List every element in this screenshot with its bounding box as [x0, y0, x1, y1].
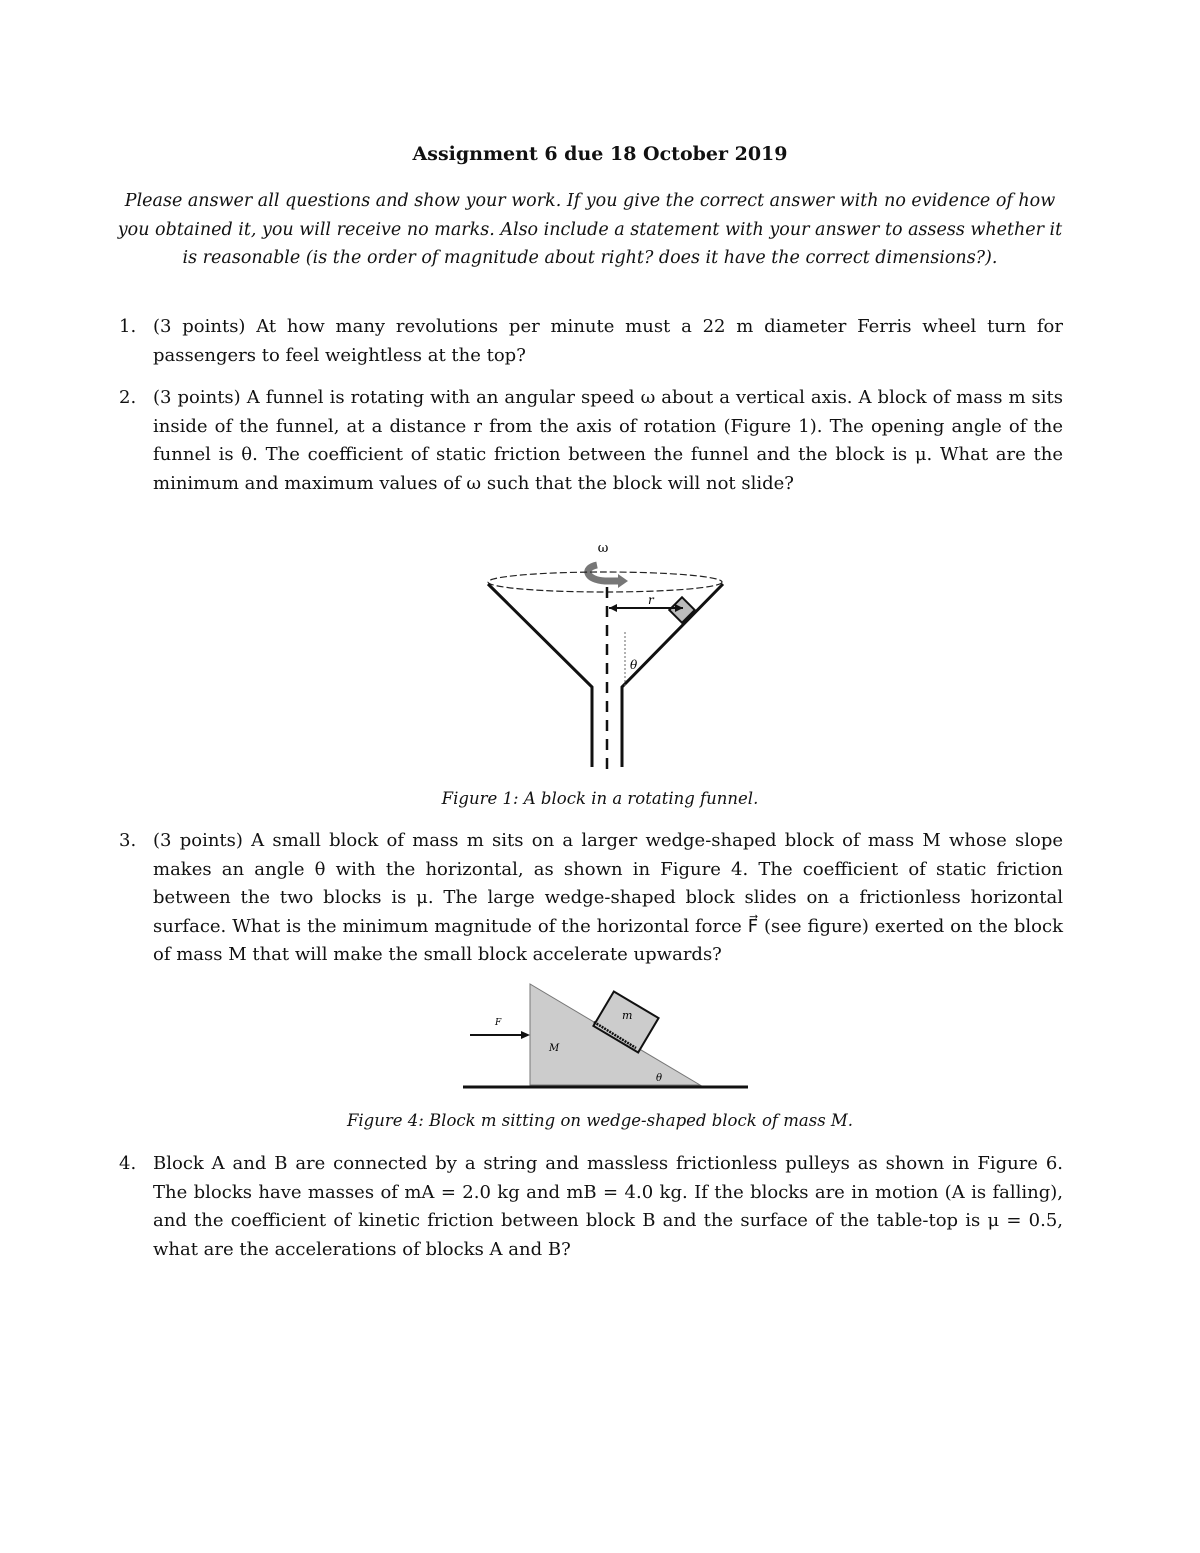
- funnel-figure: [470, 535, 740, 770]
- theta-label: θ: [630, 658, 638, 672]
- mass-M-label: M: [549, 1043, 560, 1054]
- question-2: [119, 384, 1063, 498]
- question-text: (3 points) At how many revolutions per minute must a 22 m diameter Ferris wheel turn for passengers to feel weightless at the top?: [153, 316, 1063, 366]
- mass-m-label: m: [622, 1009, 633, 1022]
- question-number: 2.: [119, 387, 137, 408]
- funnel-left-wall: [488, 584, 592, 767]
- question-number: 1.: [119, 316, 137, 337]
- question-text: Block A and B are connected by a string and massless frictionless pulleys as shown in Figure 6. The blocks have masses of mA = 2.0 kg and mB = 4.0 kg. If the blocks are in motion (A is falling), and the coefficient of kinetic friction between block B and the surface of the table-top is μ = 0.5, what are the accelerations of blocks A and B?: [153, 1153, 1063, 1260]
- wedge-figure: [460, 982, 752, 1094]
- question-1: [119, 313, 1063, 370]
- figure-1-caption: Figure 1: A block in a rotating funnel.: [441, 789, 759, 808]
- instructions-paragraph: Please answer all questions and show your work. If you give the correct answer with no evidence of how you obtained it, you will receive no marks. Also include a statement with your answer to assess whether it is reasonable (is the order of magnitude about right? does it have the correct dimensions?).: [117, 191, 1063, 268]
- figure-4-caption: Figure 4: Block m sitting on wedge-shaped block of mass M.: [346, 1111, 854, 1130]
- question-number: 4.: [119, 1153, 137, 1174]
- question-number: 3.: [119, 830, 137, 851]
- question-4: [119, 1150, 1063, 1264]
- block-m: [669, 597, 694, 622]
- question-text: (3 points) A small block of mass m sits on a larger wedge-shaped block of mass M whose slope makes an angle θ with the horizontal, as shown in Figure 4. The coefficient of static friction between the two blocks is μ. The large wedge-shaped block slides on a frictionless horizontal surface. What is the minimum magnitude of the horizontal force F⃗ (see figure) exerted on the block of mass M that will make the small block accelerate upwards?: [153, 830, 1063, 965]
- page-title: Assignment 6 due 18 October 2019: [412, 143, 788, 165]
- rotation-arrow-icon: [588, 565, 628, 588]
- force-label: F: [495, 1018, 502, 1028]
- theta-label: θ: [656, 1073, 663, 1084]
- r-label: r: [648, 593, 654, 607]
- omega-label: ω: [597, 541, 609, 556]
- question-text: (3 points) A funnel is rotating with an angular speed ω about a vertical axis. A block of mass m sits inside of the funnel, at a distance r from the axis of rotation (Figure 1). The opening angle of the funnel is θ. The coefficient of static friction between the funnel and the block is μ. What are the minimum and maximum values of ω such that the block will not slide?: [153, 387, 1063, 494]
- question-3: [119, 827, 1063, 970]
